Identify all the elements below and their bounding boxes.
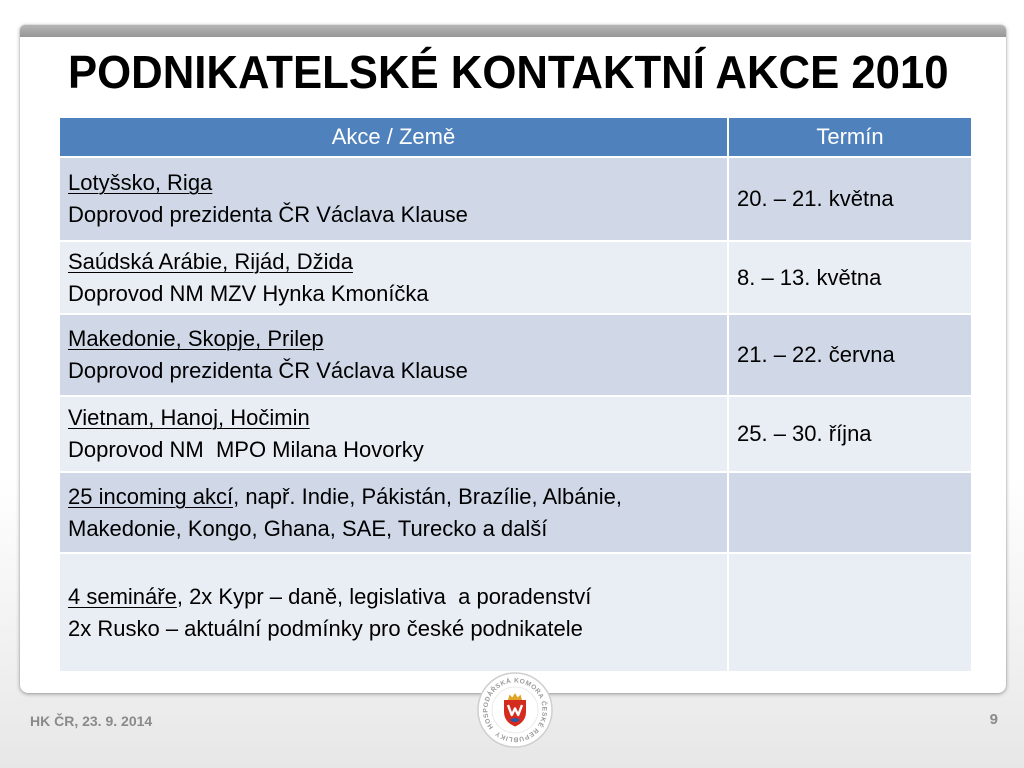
event-cell bbox=[60, 397, 729, 473]
event-detail: Doprovod NM MPO Milana Hovorky bbox=[68, 437, 424, 462]
term-cell bbox=[729, 554, 971, 673]
event-cell bbox=[60, 315, 729, 397]
events-table bbox=[60, 118, 971, 673]
event-title: 25 incoming akcí bbox=[68, 483, 234, 509]
table-row bbox=[60, 397, 971, 473]
table-row bbox=[60, 315, 971, 397]
event-title-extra: , např. Indie, Pákistán, Brazílie, Albánie, bbox=[233, 483, 622, 509]
page-number: 9 bbox=[989, 711, 998, 728]
term-cell: 20. – 21. května bbox=[729, 158, 971, 242]
event-title: Lotyšsko, Riga bbox=[68, 170, 213, 195]
term-cell: 8. – 13. května bbox=[729, 242, 971, 315]
event-detail: Doprovod prezidenta ČR Václava Klause bbox=[68, 202, 468, 227]
slide-title-text: PODNIKATELSKÉ KONTAKTNÍ AKCE 2010 bbox=[68, 46, 949, 98]
term-cell: 25. – 30. října bbox=[729, 397, 971, 473]
header-cell-term: Termín bbox=[729, 118, 971, 158]
table-header-row bbox=[60, 118, 971, 158]
table-row bbox=[60, 242, 971, 315]
footer-date: HK ČR, 23. 9. 2014 bbox=[30, 713, 153, 729]
event-title: Saúdská Arábie, Rijád, Džida bbox=[68, 248, 353, 274]
event-detail: Doprovod NM MZV Hynka Kmoníčka bbox=[68, 280, 429, 306]
header-cell-event: Akce / Země bbox=[60, 118, 729, 158]
seal-ring-textpath: HOSPODÁŘSKÁ KOMORA ČESKÉ REPUBLIKY bbox=[482, 677, 548, 743]
table-row bbox=[60, 554, 971, 673]
event-detail: Makedonie, Kongo, Ghana, SAE, Turecko a další bbox=[68, 515, 548, 541]
event-cell bbox=[60, 473, 729, 554]
event-cell bbox=[60, 158, 729, 242]
event-cell bbox=[60, 554, 729, 673]
table-row bbox=[60, 158, 971, 242]
slide-title bbox=[68, 45, 995, 99]
event-title: 4 semináře bbox=[68, 583, 177, 609]
event-detail: 2x Rusko – aktuální podmínky pro české podnikatele bbox=[68, 615, 583, 641]
event-title-extra: , 2x Kypr – daně, legislativa a poradenství bbox=[176, 583, 592, 609]
event-title: Vietnam, Hanoj, Hočimin bbox=[68, 405, 310, 430]
event-title: Makedonie, Skopje, Prilep bbox=[68, 326, 324, 351]
chamber-of-commerce-seal-icon bbox=[475, 670, 555, 750]
event-detail: Doprovod prezidenta ČR Václava Klause bbox=[68, 358, 468, 383]
term-cell: 21. – 22. června bbox=[729, 315, 971, 397]
event-cell bbox=[60, 242, 729, 315]
table-row bbox=[60, 473, 971, 554]
term-cell bbox=[729, 473, 971, 554]
slide-top-bar bbox=[20, 25, 1006, 37]
